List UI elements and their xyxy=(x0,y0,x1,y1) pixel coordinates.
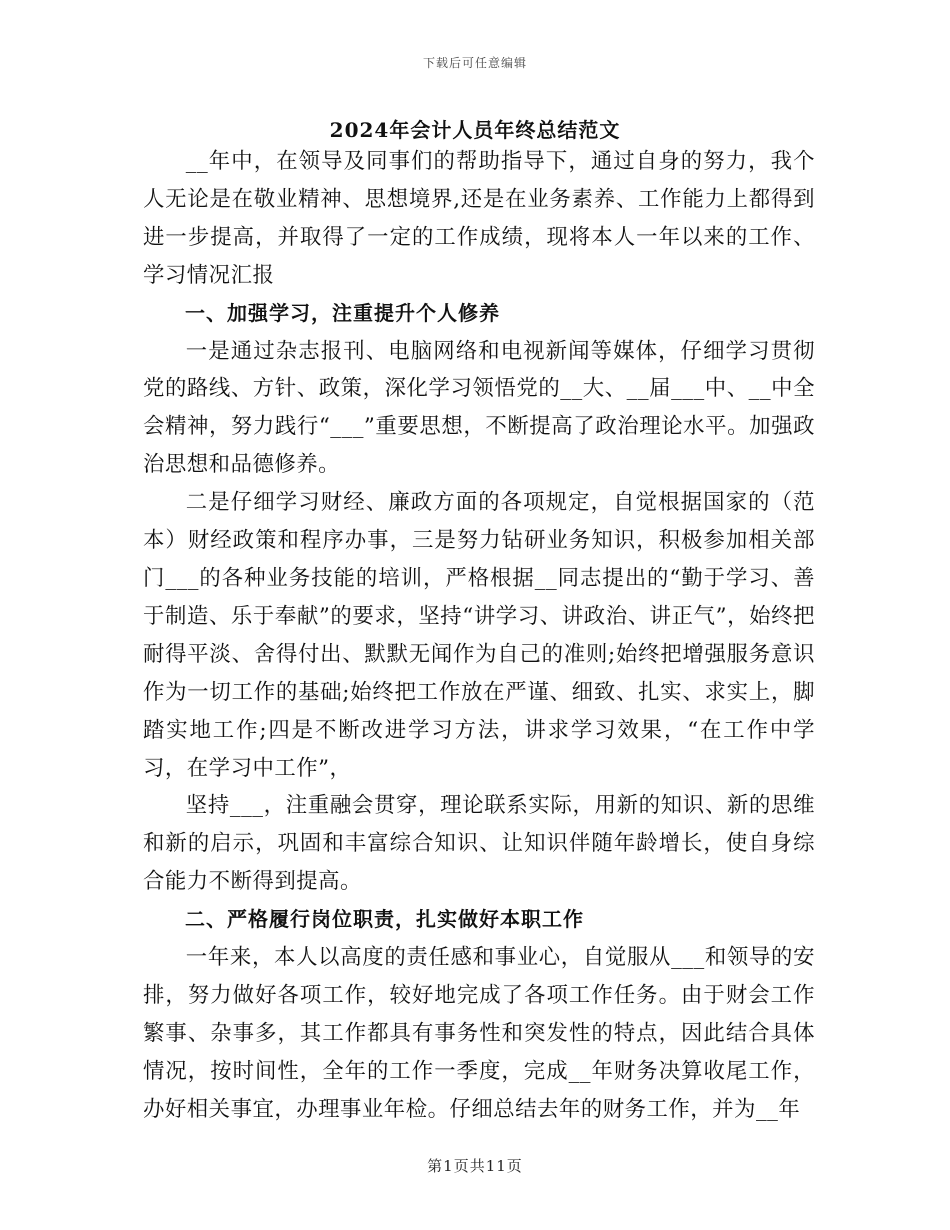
paragraph-2: 二是仔细学习财经、廉政方面的各项规定，自觉根据国家的（范本）财经政策和程序办事，三是努力钻研业务知识，积极参加相关部门___的各种业务技能的培训，严格根据__同志提出的“勤于学习、善于制造、乐于奉献”的要求，坚持“讲学习、讲政治、讲正气”，始终把耐得平淡、舍得付出、默默无闻作为自己的准则;始终把增强服务意识作为一切工作的基础;始终把工作放在严谨、细致、扎实、求实上，脚踏实地工作;四是不断改进学习方法，讲求学习效果，“在工作中学习，在学习中工作”， xyxy=(143,490,815,781)
document-body xyxy=(143,143,815,1129)
section-heading-1: 一、加强学习，注重提升个人修养 xyxy=(185,300,500,325)
paragraph-3: 坚持___，注重融会贯穿，理论联系实际，用新的知识、新的思维和新的启示，巩固和丰富综合知识、让知识伴随年龄增长，使自身综合能力不断得到提高。 xyxy=(143,793,815,895)
paragraph-1: 一是通过杂志报刊、电脑网络和电视新闻等媒体，仔细学习贯彻党的路线、方针、政策，深化学习领悟党的__大、__届___中、__中全会精神，努力践行“___”重要思想，不断提高了政治理论水平。加强政治思想和品德修养。 xyxy=(143,338,815,478)
page-number-footer: 第1页共11页 xyxy=(427,1157,523,1175)
header-note: 下载后可任意编辑 xyxy=(422,56,527,70)
document-title: 2024年会计人员年终总结范文 xyxy=(329,118,621,142)
section-heading-2: 二、严格履行岗位职责，扎实做好本职工作 xyxy=(185,907,584,932)
paragraph-4: 一年来，本人以高度的责任感和事业心，自觉服从___和领导的安排，努力做好各项工作，较好地完成了各项工作任务。由于财会工作繁事、杂事多，其工作都具有事务性和突发性的特点，因此结合具体情况，按时间性，全年的工作一季度，完成__年财务决算收尾工作，办好相关事宜，办理事业年检。仔细总结去年的财务工作，并为__年 xyxy=(143,945,815,1122)
paragraph-intro: __年中，在领导及同事们的帮助指导下，通过自身的努力，我个人无论是在敬业精神、思想境界,还是在业务素养、工作能力上都得到进一步提高，并取得了一定的工作成绩，现将本人一年以来的工作、学习情况汇报 xyxy=(143,149,815,288)
